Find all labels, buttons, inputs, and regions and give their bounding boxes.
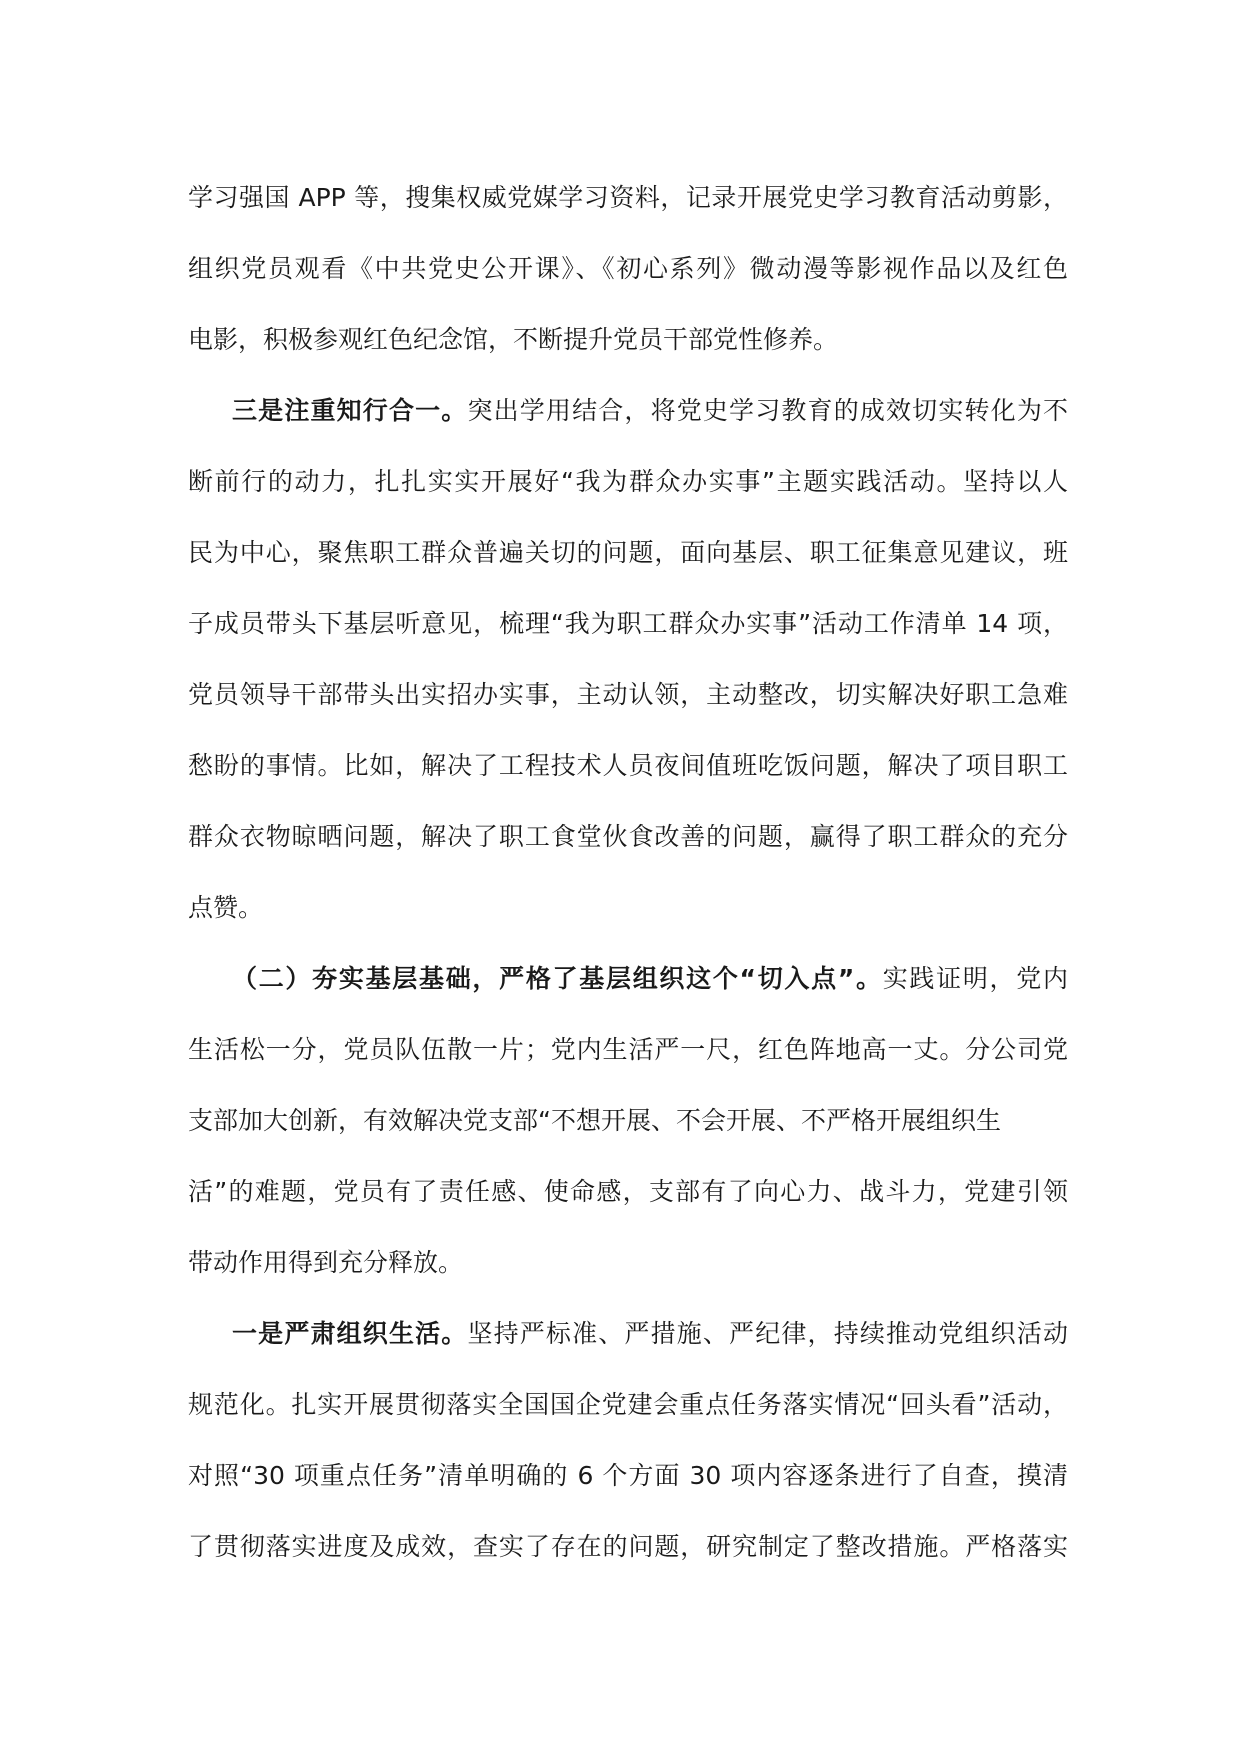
paragraph-heading: 三是注重知行合一。: [232, 396, 468, 425]
line-text: 愁盼的事情。比如，解决了工程技术人员夜间值班吃饭问题，解决了项目职工: [188, 751, 1068, 780]
line-text: 断前行的动力，扎扎实实开展好“我为群众办实事”主题实践活动。坚持以人: [188, 467, 1068, 496]
line-text: 群众衣物晾晒问题，解决了职工食堂伙食改善的问题，赢得了职工群众的充分: [188, 822, 1068, 851]
line-text: 学习强国 APP 等，搜集权威党媒学习资料，记录开展党史学习教育活动剪影，: [188, 183, 1068, 212]
text-line: [188, 1014, 1068, 1085]
line-text: 突出学用结合，将党史学习教育的成效切实转化为不: [467, 396, 1068, 425]
text-line: [188, 1369, 1068, 1440]
line-text: 组织党员观看《中共党史公开课》、《初心系列》微动漫等影视作品以及红色: [188, 254, 1068, 283]
line-text: 坚持严标准、严措施、严纪律，持续推动党组织活动: [467, 1319, 1068, 1348]
text-line: [188, 872, 1068, 943]
text-line: [188, 1156, 1068, 1227]
text-line: [188, 659, 1068, 730]
text-line: [188, 1440, 1068, 1511]
line-text: 党员领导干部带头出实招办实事，主动认领，主动整改，切实解决好职工急难: [188, 680, 1068, 709]
line-text: 生活松一分，党员队伍散一片；党内生活严一尺，红色阵地高一丈。分公司党: [188, 1035, 1068, 1064]
line-text: 了贯彻落实进度及成效，查实了存在的问题，研究制定了整改措施。严格落实: [188, 1532, 1068, 1561]
text-line: [188, 233, 1068, 304]
line-text: 支部加大创新，有效解决党支部“不想开展、不会开展、不严格开展组织生: [188, 1106, 1001, 1135]
paragraph-heading: 一是严肃组织生活。: [232, 1319, 468, 1348]
line-text: 带动作用得到充分释放。: [188, 1248, 464, 1277]
paragraph-start-line: [188, 375, 1068, 446]
text-line: [188, 730, 1068, 801]
line-text: 点赞。: [188, 893, 264, 922]
line-text: 实践证明，党内: [882, 964, 1068, 993]
paragraph-start-line: [188, 1298, 1068, 1369]
line-text: 规范化。扎实开展贯彻落实全国国企党建会重点任务落实情况“回头看”活动，: [188, 1390, 1068, 1419]
line-text: 民为中心，聚焦职工群众普遍关切的问题，面向基层、职工征集意见建议，班: [188, 538, 1068, 567]
line-text: 电影，积极参观红色纪念馆，不断提升党员干部党性修养。: [188, 325, 839, 354]
text-line: [188, 1227, 1068, 1298]
text-line: [188, 1085, 1068, 1156]
section-heading: （二）夯实基层基础，严格了基层组织这个“切入点”。: [232, 964, 883, 993]
text-line: [188, 162, 1068, 233]
text-line: [188, 517, 1068, 588]
text-line: [188, 304, 1068, 375]
text-line: [188, 446, 1068, 517]
section-heading-line: [188, 943, 1068, 1014]
line-text: 子成员带头下基层听意见，梳理“我为职工群众办实事”活动工作清单 14 项，: [188, 609, 1068, 638]
document-body: [188, 162, 1068, 1582]
text-line: [188, 801, 1068, 872]
text-line: [188, 588, 1068, 659]
line-text: 对照“30 项重点任务”清单明确的 6 个方面 30 项内容逐条进行了自查，摸清: [188, 1461, 1068, 1490]
line-text: 活”的难题，党员有了责任感、使命感，支部有了向心力、战斗力，党建引领: [188, 1177, 1068, 1206]
text-line: [188, 1511, 1068, 1582]
